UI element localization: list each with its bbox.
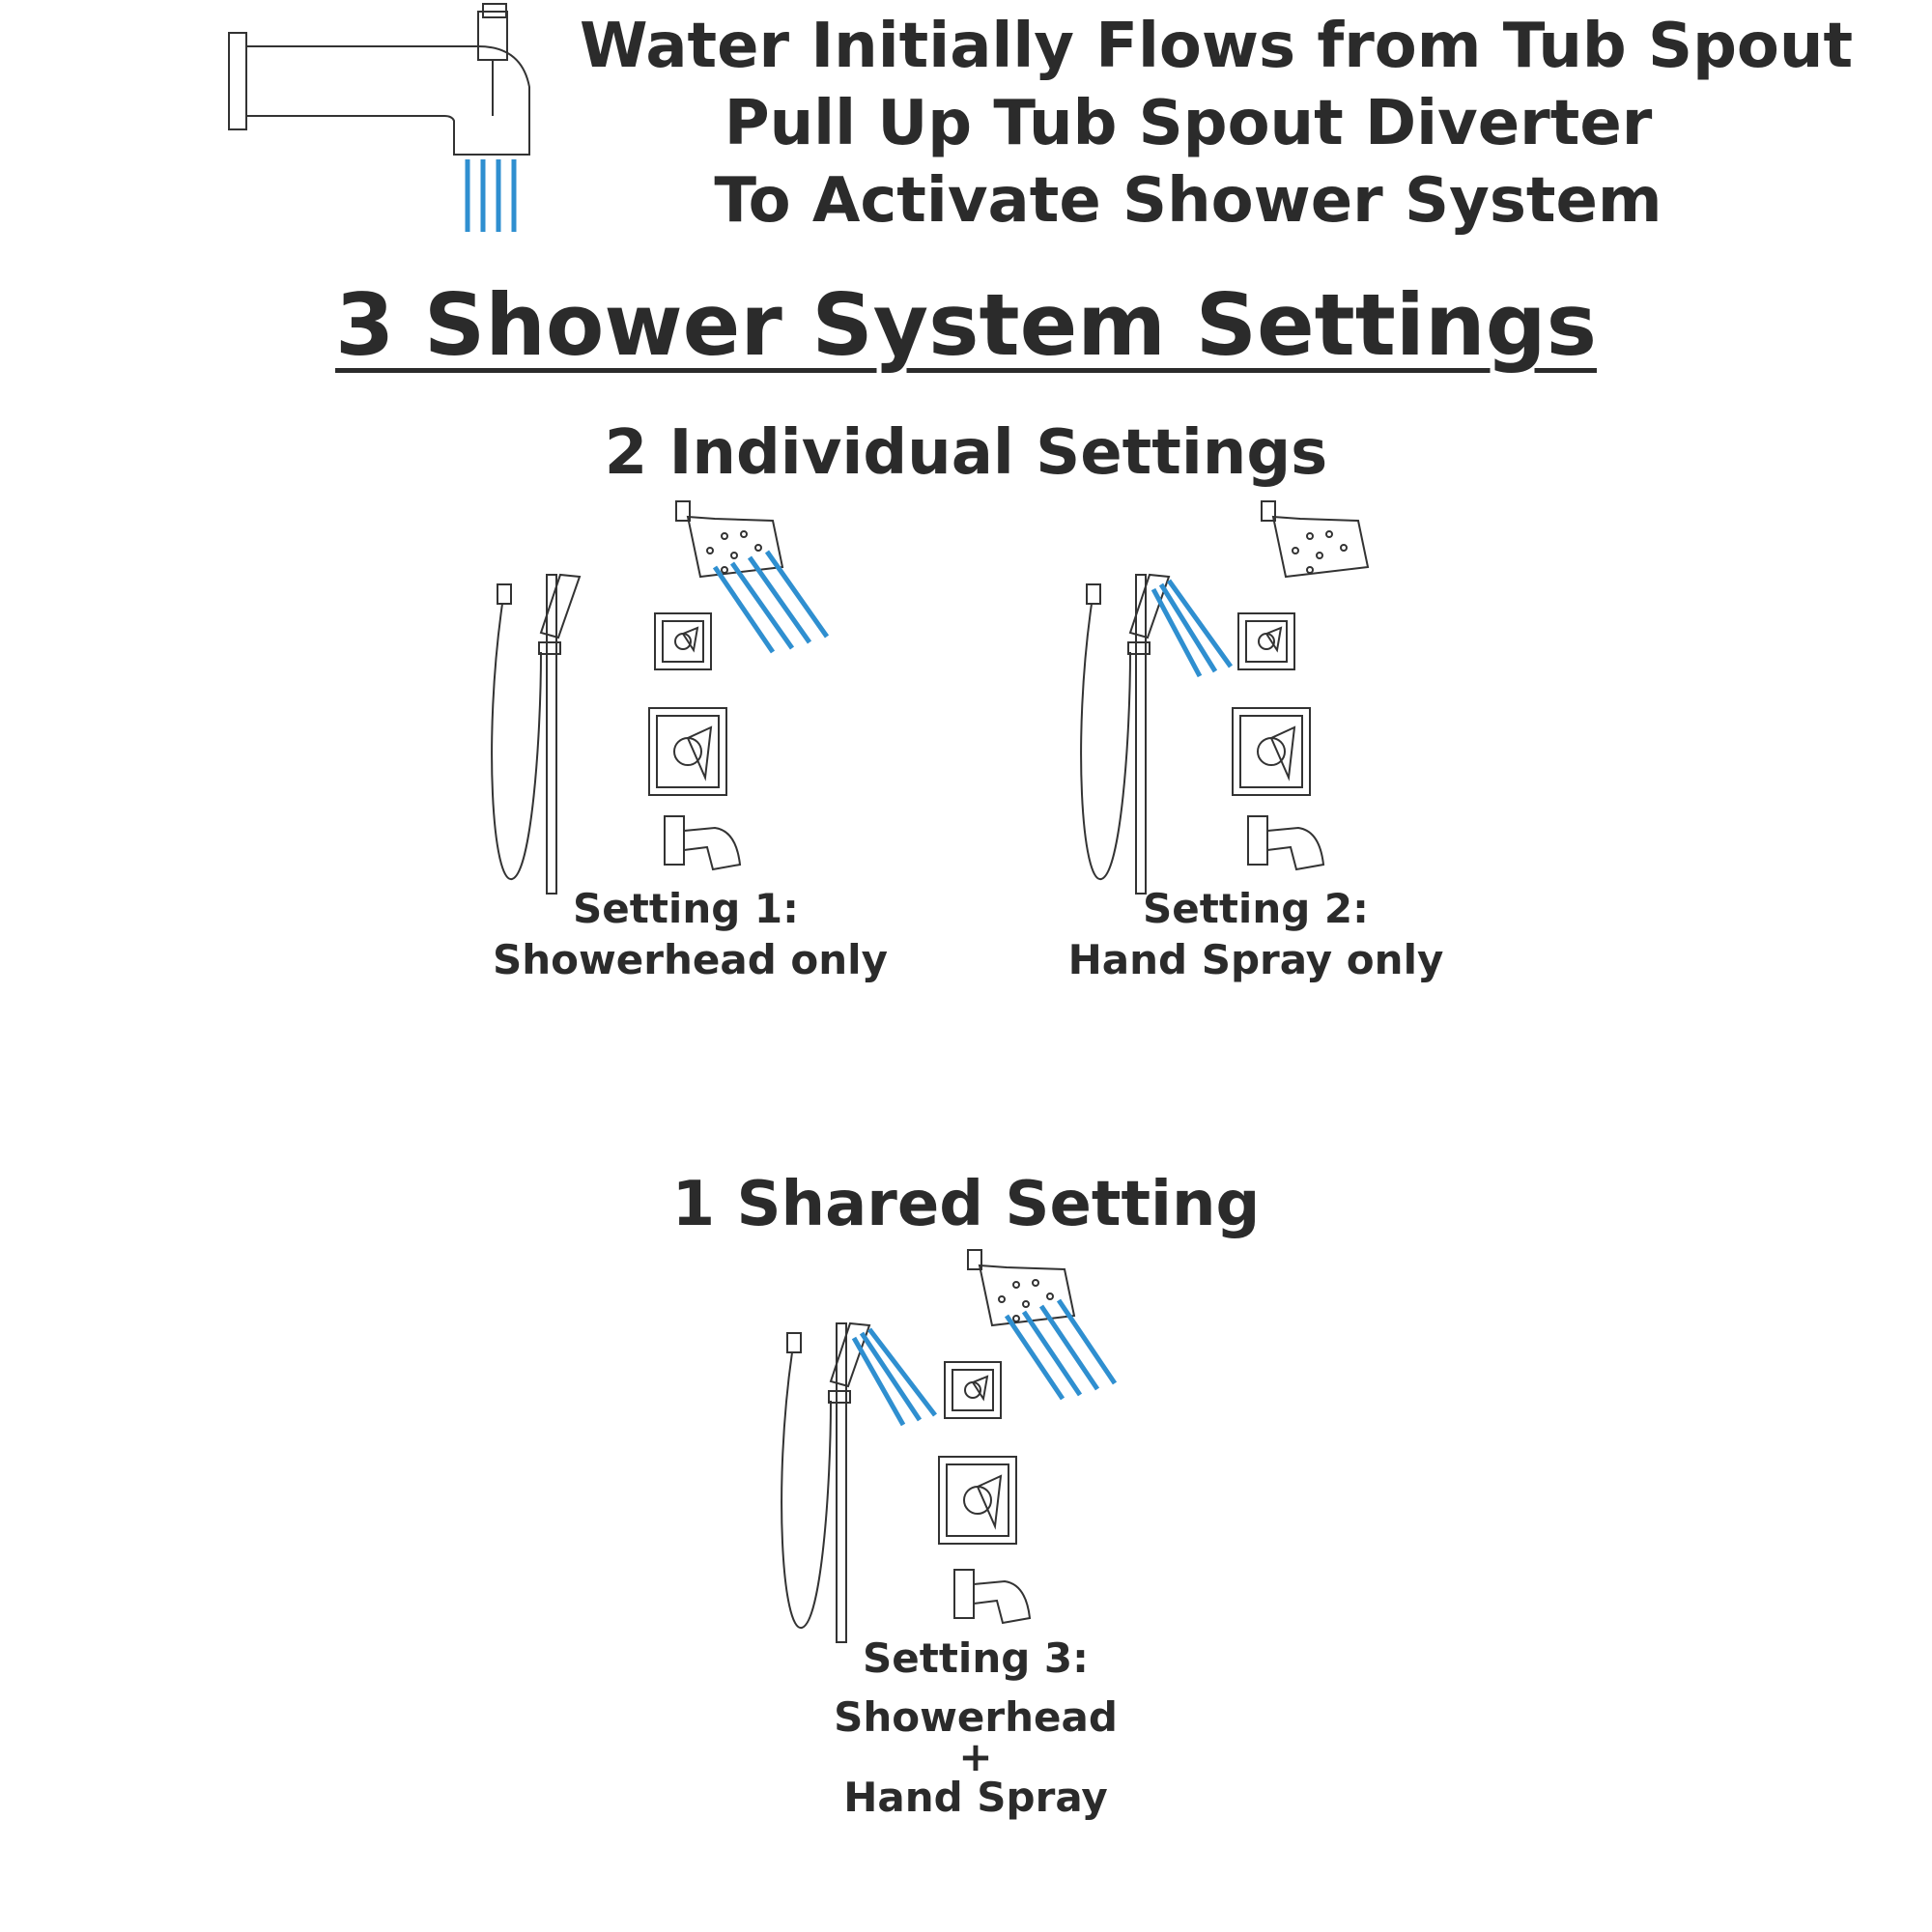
individual-settings-title: 2 Individual Settings [604, 417, 1328, 489]
setting-3-plus: + [958, 1733, 993, 1780]
tub-spout-icon [1248, 816, 1323, 869]
temperature-valve-icon [939, 1457, 1016, 1544]
shower-system-icon [483, 497, 869, 884]
setting-3-line-2: Hand Spray [843, 1774, 1108, 1821]
water-stream-icon [1153, 581, 1231, 676]
diverter-valve-icon [1238, 613, 1294, 669]
setting-1-desc: Showerhead only [493, 936, 888, 983]
shared-setting-title: 1 Shared Setting [671, 1169, 1261, 1240]
setting-3-caption [782, 1633, 1169, 1823]
header-instructions [580, 8, 1854, 240]
water-stream-icon [715, 552, 827, 652]
diverter-valve-icon [945, 1362, 1001, 1418]
showerhead-icon [676, 501, 782, 577]
setting-1-caption [493, 883, 888, 985]
setting-2-label: Setting 2: [1143, 885, 1369, 932]
header-line-3: To Activate Shower System [714, 165, 1662, 237]
setting-3-line-1: Showerhead [834, 1693, 1118, 1741]
hand-shower-icon [492, 575, 580, 894]
hand-shower-icon [781, 1323, 869, 1642]
temperature-valve-icon [649, 708, 726, 795]
header-line-2: Pull Up Tub Spout Diverter [724, 88, 1653, 159]
shower-system-icon [773, 1246, 1159, 1652]
showerhead-icon [1262, 501, 1368, 577]
main-title: 3 Shower System Settings [335, 275, 1597, 375]
setting-2-desc: Hand Spray only [1067, 936, 1444, 983]
water-stream-icon [1007, 1300, 1115, 1399]
setting-1-label: Setting 1: [573, 885, 799, 932]
hand-shower-icon [1081, 575, 1169, 894]
diverter-valve-icon [655, 613, 711, 669]
showerhead-icon [968, 1250, 1074, 1325]
shower-system-icon [1072, 497, 1459, 884]
header-line-1: Water Initially Flows from Tub Spout [580, 11, 1854, 82]
tub-spout-icon [954, 1570, 1030, 1623]
setting-2-caption [1063, 883, 1449, 985]
temperature-valve-icon [1233, 708, 1310, 795]
setting-3-label: Setting 3: [863, 1634, 1089, 1682]
water-stream-icon [854, 1329, 935, 1425]
tub-spout-icon [665, 816, 740, 869]
